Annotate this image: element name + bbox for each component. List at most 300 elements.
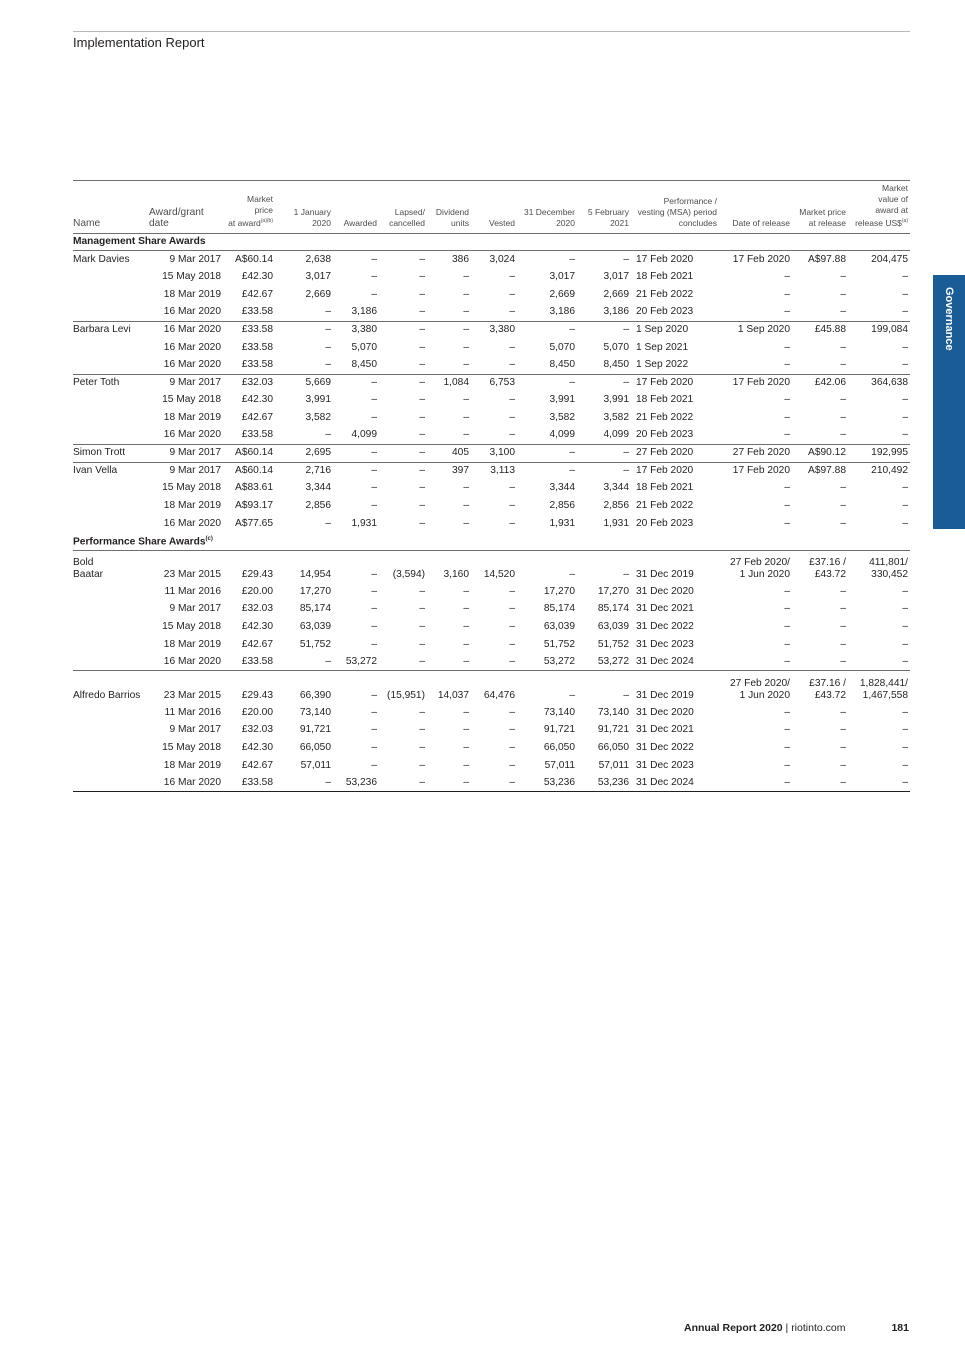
table-cell: – [419, 288, 425, 300]
table-cell: 31 Dec 2020 [636, 706, 694, 718]
table-cell: – [371, 288, 377, 300]
table-cell: 27 Feb 2020/ 1 Jun 2020 [719, 671, 792, 704]
table-cell: 8,450 [549, 359, 575, 371]
table-cell: A$90.12 [792, 444, 848, 462]
table-cell: 27 Feb 2020 [719, 444, 792, 462]
table-cell: – [463, 482, 469, 494]
table-row [73, 671, 910, 704]
table-cell: – [419, 706, 425, 718]
table-row [73, 304, 910, 322]
table-cell: 16 Mar 2020 [163, 655, 221, 667]
table-cell: – [784, 621, 790, 632]
table-cell: A$97.88 [792, 462, 848, 480]
table-cell: 2,695 [275, 444, 333, 462]
table-cell [73, 722, 149, 740]
table-cell: – [325, 359, 331, 371]
table-cell: – [509, 482, 515, 494]
side-tab-label: Governance [943, 287, 955, 351]
table-cell: 17 Feb 2020 [636, 253, 694, 265]
table-cell: – [419, 306, 425, 318]
table-cell: – [509, 655, 515, 667]
table-cell: 17 Feb 2020 [732, 253, 790, 265]
table-cell: 15 May 2018 [162, 741, 221, 753]
table-cell: £42.30 [241, 394, 273, 406]
table-cell: 85,174 [597, 603, 629, 615]
table-cell: – [371, 394, 377, 406]
table-cell: – [419, 655, 425, 667]
table-cell: 3,160 [443, 569, 469, 581]
table-cell: – [569, 569, 575, 581]
table-cell: 3,017 [549, 271, 575, 283]
table-cell: – [784, 482, 790, 494]
table-cell: 21 Feb 2022 [636, 500, 694, 512]
table-cell: £42.30 [241, 271, 273, 283]
table-cell: – [784, 271, 790, 283]
table-cell: – [463, 306, 469, 318]
column-header-label: 1 January 2020 [293, 206, 331, 228]
table-cell: 3,582 [305, 412, 331, 424]
table-cell: – [509, 271, 515, 283]
table-cell: 2,856 [305, 500, 331, 512]
column-header-label: Performance / vesting (MSA) period concludes [637, 195, 717, 228]
table-cell: – [902, 759, 908, 771]
table-cell: 3,991 [305, 394, 331, 406]
table-cell [73, 392, 149, 410]
table-cell: – [371, 724, 377, 736]
table-cell [73, 286, 149, 304]
table-cell: 85,174 [299, 603, 331, 615]
table-cell: 17 Feb 2020 [631, 374, 719, 392]
section-header-row [73, 233, 910, 251]
table-cell: 31 Dec 2021 [636, 724, 694, 736]
table-cell: – [379, 374, 427, 392]
table-cell: – [463, 638, 469, 650]
table-row [73, 286, 910, 304]
table-cell: – [463, 271, 469, 283]
table-cell: – [784, 585, 790, 597]
table-cell: 31 Dec 2024 [636, 655, 694, 667]
table-row [73, 480, 910, 498]
table-cell: – [419, 412, 425, 424]
table-cell: 2,638 [305, 253, 331, 265]
table-row [73, 601, 910, 619]
table-body [73, 233, 910, 792]
column-header [149, 181, 223, 234]
table-cell: 386 [452, 253, 469, 265]
table-cell: A$60.14 [235, 253, 273, 265]
table-cell: – [902, 724, 908, 736]
column-header [379, 181, 427, 234]
table-cell [73, 356, 149, 374]
table-cell: 1,828,441/ 1,467,558 [848, 671, 910, 704]
table-cell: – [784, 359, 790, 371]
column-header-label: 5 February 2021 [587, 206, 629, 228]
table-cell: £32.03 [241, 603, 273, 615]
table-cell: – [325, 655, 331, 667]
table-row [73, 251, 910, 269]
table-cell: – [902, 517, 908, 529]
table-cell: 57,011 [544, 759, 575, 771]
table-cell: – [419, 724, 425, 736]
table-cell: 23 Mar 2015 [163, 569, 221, 581]
page-number: 181 [891, 1322, 909, 1334]
table-cell: £45.88 [792, 321, 848, 339]
table-cell: – [419, 621, 425, 632]
table-cell: 1,931 [603, 517, 629, 529]
table-cell: – [902, 306, 908, 318]
table-cell: – [419, 359, 425, 371]
table-cell: 1 Sep 2020 [631, 321, 719, 339]
page-footer [684, 1322, 909, 1334]
table-cell: – [840, 724, 846, 736]
table-cell: – [509, 741, 515, 753]
table-cell: – [517, 444, 577, 462]
table-cell: £33.58 [241, 429, 273, 441]
table-cell: – [325, 341, 331, 353]
table-cell: – [463, 741, 469, 753]
share-awards-table [73, 180, 910, 792]
table-cell: 18 Feb 2021 [636, 271, 694, 283]
table-cell: 66,050 [543, 741, 575, 753]
column-header-label: Market value of award at release US$ [855, 183, 908, 228]
table-cell: 66,050 [299, 741, 331, 753]
table-cell: – [784, 394, 790, 406]
table-cell: 91,721 [299, 724, 331, 736]
table-cell: – [902, 271, 908, 283]
table-cell: – [463, 724, 469, 736]
table-cell: 16 Mar 2020 [149, 774, 223, 792]
table-row [73, 550, 910, 583]
table-cell: – [902, 482, 908, 494]
table-cell: – [784, 288, 790, 300]
table-cell: – [325, 306, 331, 318]
table-cell: – [419, 585, 425, 597]
table-cell: 2,716 [275, 462, 333, 480]
table-cell: 3,582 [603, 412, 629, 424]
table-cell: – [784, 638, 790, 650]
table-cell: 66,390 [275, 671, 333, 704]
table-cell: 1 Sep 2021 [636, 341, 689, 353]
column-header [427, 181, 471, 234]
table-cell: – [840, 429, 846, 441]
table-cell: 20 Feb 2023 [636, 429, 694, 441]
table-cell: £37.16 / £43.72 [792, 671, 848, 704]
table-row [73, 704, 910, 722]
table-row [73, 374, 910, 392]
table-cell: – [902, 341, 908, 353]
table-cell: – [419, 341, 425, 353]
table-cell: (15,951) [379, 671, 427, 704]
table-cell: 17,270 [299, 585, 331, 597]
table-cell: 91,721 [543, 724, 575, 736]
table-cell: – [840, 517, 846, 529]
table-cell: – [577, 462, 631, 480]
table-cell: – [902, 603, 908, 615]
table-cell [73, 601, 149, 619]
table-cell: – [419, 500, 425, 512]
table-cell: Ivan Vella [73, 462, 149, 480]
table-cell: – [784, 341, 790, 353]
table-cell: – [463, 394, 469, 406]
table-cell: 31 Dec 2022 [636, 621, 694, 632]
table-cell: – [379, 774, 427, 792]
table-cell: £33.58 [241, 359, 273, 371]
table-cell: 2,669 [549, 288, 575, 300]
table-cell: 16 Mar 2020 [163, 517, 221, 529]
table-cell: 18 Feb 2021 [636, 482, 694, 494]
table-cell: – [379, 444, 427, 462]
table-cell: 3,991 [549, 394, 575, 406]
column-header-label: Awarded [343, 217, 377, 228]
table-cell: 31 Dec 2024 [631, 774, 719, 792]
table-cell [73, 757, 149, 775]
table-cell: – [509, 288, 515, 300]
column-header [275, 181, 333, 234]
table-row [73, 427, 910, 445]
table-cell: – [902, 412, 908, 424]
table-cell: – [275, 774, 333, 792]
footer-site: riotinto.com [791, 1322, 846, 1334]
table-cell: 8,450 [351, 359, 377, 371]
table-cell: – [509, 429, 515, 441]
table-cell: £42.67 [241, 759, 273, 771]
table-cell: £20.00 [241, 706, 273, 718]
table-cell [73, 774, 149, 792]
table-cell: 2,856 [603, 500, 629, 512]
table-cell: – [840, 706, 846, 718]
table-cell: – [840, 341, 846, 353]
table-row [73, 462, 910, 480]
table-cell: 1,931 [351, 517, 377, 529]
table-cell: – [427, 321, 471, 339]
table-cell: 3,344 [305, 482, 331, 494]
table-cell: – [848, 774, 910, 792]
column-header [792, 181, 848, 234]
table-cell: – [840, 500, 846, 512]
table-cell: 63,039 [597, 621, 629, 632]
table-cell: 397 [427, 462, 471, 480]
table-cell: (3,594) [392, 569, 425, 581]
table-cell: – [577, 444, 631, 462]
table-cell: – [902, 655, 908, 667]
table-cell [73, 480, 149, 498]
table-cell: 20 Feb 2023 [636, 517, 694, 529]
table-cell: 5,669 [275, 374, 333, 392]
table-cell: 53,236 [577, 774, 631, 792]
table-cell: 4,099 [603, 429, 629, 441]
section-title-footnote: (c) [205, 536, 213, 543]
table-cell: – [463, 429, 469, 441]
table-cell: – [509, 341, 515, 353]
table-cell: A$60.14 [223, 462, 275, 480]
table-cell: – [784, 759, 790, 771]
column-header-label: Name [73, 217, 101, 229]
table-cell: 18 Mar 2019 [163, 500, 221, 512]
table-cell: 31 Dec 2020 [636, 585, 694, 597]
table-cell: 18 Mar 2019 [163, 759, 221, 771]
table-cell: – [275, 321, 333, 339]
table-cell: – [379, 462, 427, 480]
table-cell: 27 Feb 2020/ 1 Jun 2020 [729, 557, 790, 581]
table-cell: 4,099 [549, 429, 575, 441]
table-cell: A$93.17 [235, 500, 273, 512]
table-cell: – [463, 759, 469, 771]
table-cell: 3,186 [549, 306, 575, 318]
table-cell [73, 636, 149, 654]
table-cell: – [902, 638, 908, 650]
table-cell: 57,011 [300, 759, 331, 771]
table-cell [73, 304, 149, 322]
table-cell: Alfredo Barrios [73, 671, 149, 704]
table-cell: – [784, 517, 790, 529]
table-cell: 1 Sep 2020 [719, 321, 792, 339]
table-row [73, 774, 910, 792]
footer-separator: | [782, 1322, 792, 1334]
section-header-row [73, 532, 910, 550]
table-cell: – [509, 706, 515, 718]
table-cell: – [840, 603, 846, 615]
table-cell: 11 Mar 2016 [164, 706, 221, 718]
table-cell: 14,954 [299, 569, 331, 581]
table-cell: 14,520 [483, 569, 515, 581]
table-cell: – [517, 321, 577, 339]
table-cell: 31 Dec 2022 [636, 741, 694, 753]
table-row [73, 321, 910, 339]
table-cell [73, 704, 149, 722]
table-cell: A$60.14 [223, 444, 275, 462]
table-cell: 5,070 [351, 341, 377, 353]
table-cell: – [419, 741, 425, 753]
table-cell: 3,380 [471, 321, 517, 339]
table-cell: – [509, 759, 515, 771]
table-cell: £29.43 [223, 671, 275, 704]
table-row [73, 636, 910, 654]
table-cell: – [840, 759, 846, 771]
table-cell: 64,476 [471, 671, 517, 704]
table-cell: 16 Mar 2020 [149, 321, 223, 339]
table-cell: – [427, 774, 471, 792]
table-cell: – [902, 288, 908, 300]
table-cell: 2,856 [549, 500, 575, 512]
table-cell: – [902, 585, 908, 597]
table-cell: – [623, 569, 629, 581]
table-cell: 16 Mar 2020 [163, 359, 221, 371]
table-cell [73, 583, 149, 601]
table-cell: 66,050 [597, 741, 629, 753]
table-cell: – [463, 585, 469, 597]
table-cell: 3,186 [603, 306, 629, 318]
table-cell: – [902, 359, 908, 371]
header-rule [73, 31, 910, 32]
table-row [73, 269, 910, 287]
table-cell: 5,070 [603, 341, 629, 353]
table-cell: – [371, 271, 377, 283]
table-cell: £32.03 [241, 724, 273, 736]
table-cell: – [784, 429, 790, 441]
table-row [73, 444, 910, 462]
table-cell: – [419, 394, 425, 406]
table-cell: – [840, 585, 846, 597]
table-cell: Barbara Levi [73, 321, 149, 339]
column-header [631, 181, 719, 234]
table-row [73, 757, 910, 775]
table-cell: – [463, 706, 469, 718]
table-cell: – [371, 638, 377, 650]
table-cell: – [509, 603, 515, 615]
table-cell: – [463, 500, 469, 512]
table-cell: – [371, 603, 377, 615]
table-row [73, 356, 910, 374]
table-cell: 18 Feb 2021 [636, 394, 694, 406]
table-cell: 27 Feb 2020 [631, 444, 719, 462]
table-cell: – [463, 412, 469, 424]
table-cell: £33.58 [241, 655, 273, 667]
table-cell: – [333, 374, 379, 392]
table-cell: – [902, 429, 908, 441]
table-cell: – [840, 412, 846, 424]
table-cell: – [577, 321, 631, 339]
table-cell: – [577, 671, 631, 704]
table-cell: 15 May 2018 [162, 271, 221, 283]
table-cell: – [509, 306, 515, 318]
column-header [517, 181, 577, 234]
table-cell: 73,140 [543, 706, 575, 718]
table-row [73, 392, 910, 410]
table-cell: 31 Dec 2019 [636, 569, 694, 581]
table-cell: 15 May 2018 [162, 394, 221, 406]
column-header-label: Dividend units [435, 206, 469, 228]
table-cell: 63,039 [299, 621, 331, 632]
table-cell: 2,669 [603, 288, 629, 300]
table-cell: 9 Mar 2017 [149, 462, 223, 480]
table-cell: – [623, 253, 629, 265]
table-cell: 3,344 [549, 482, 575, 494]
table-cell: £42.30 [241, 741, 273, 753]
table-cell: Bold Baatar [73, 557, 104, 581]
table-cell: 5,070 [549, 341, 575, 353]
column-header [223, 181, 275, 234]
table-cell: – [840, 306, 846, 318]
table-cell: 1,084 [427, 374, 471, 392]
footer-report-name: Annual Report 2020 [684, 1322, 783, 1334]
table-cell: 57,011 [598, 759, 629, 771]
section-title-label: Management Share Awards [73, 236, 206, 248]
table-cell: £42.67 [241, 412, 273, 424]
table-cell: – [371, 569, 377, 581]
table-cell: 14,037 [427, 671, 471, 704]
table-cell: – [371, 482, 377, 494]
table-cell [73, 739, 149, 757]
table-cell: – [840, 271, 846, 283]
table-cell: – [463, 517, 469, 529]
table-cell: – [509, 585, 515, 597]
table-cell: 1,931 [549, 517, 575, 529]
table-cell: – [840, 482, 846, 494]
table-cell: 15 May 2018 [162, 482, 221, 494]
share-awards-table-container [73, 180, 910, 792]
table-cell [73, 653, 149, 671]
table-cell: – [463, 603, 469, 615]
table-cell: 17 Feb 2020 [631, 462, 719, 480]
section-title-label: Performance Share Awards [73, 536, 206, 548]
table-cell: – [784, 724, 790, 736]
table-cell: – [471, 774, 517, 792]
table-cell: – [517, 374, 577, 392]
table-row [73, 653, 910, 671]
table-cell: 31 Dec 2019 [631, 671, 719, 704]
table-row [73, 409, 910, 427]
table-cell: Peter Toth [73, 374, 149, 392]
